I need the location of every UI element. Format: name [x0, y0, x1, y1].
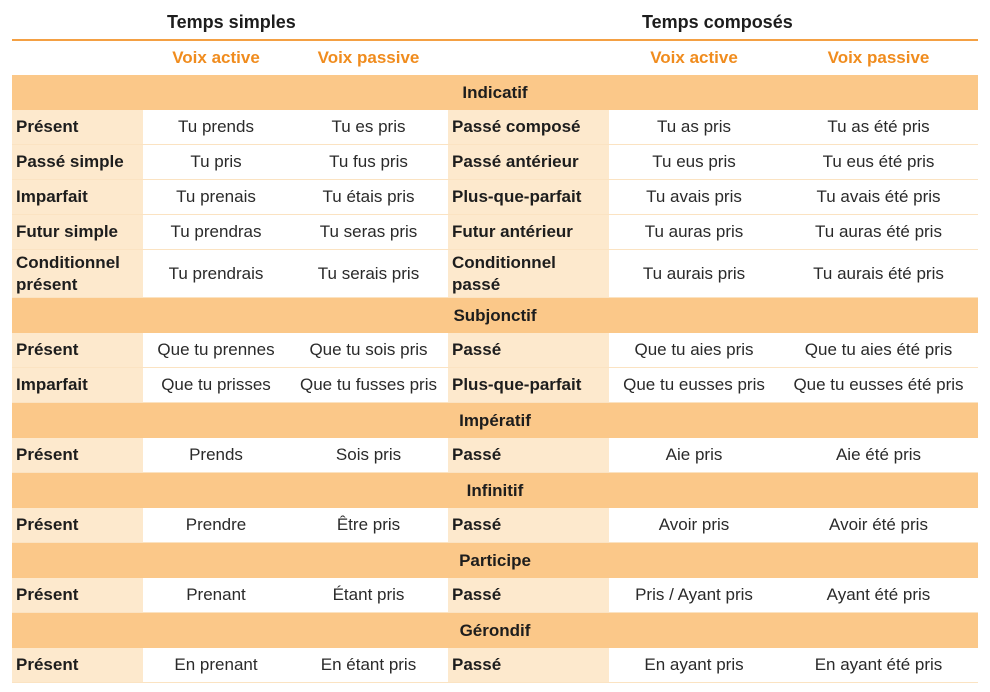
voice-header-simple-active: Voix active [172, 48, 260, 67]
mood-row-infinitif [12, 473, 978, 508]
voice-header-compound-passive: Voix passive [827, 48, 930, 67]
table-row [12, 438, 978, 473]
form-cell: En prenant [143, 648, 289, 683]
tense-label: Imparfait [12, 368, 143, 403]
mood-row-imperatif [12, 403, 978, 438]
group-header-row [12, 0, 978, 41]
form-cell: Aie été pris [779, 438, 978, 473]
form-cell: Être pris [289, 508, 448, 543]
form-cell: Tu pris [143, 145, 289, 180]
tense-label: Passé antérieur [448, 145, 609, 180]
form-cell: Que tu eusses pris [609, 368, 779, 403]
form-cell: Tu as été pris [779, 110, 978, 145]
form-cell: Prends [143, 438, 289, 473]
form-cell: Que tu prisses [143, 368, 289, 403]
form-cell: Tu aurais été pris [779, 250, 978, 298]
form-cell: Tu es pris [289, 110, 448, 145]
mood-row-subjonctif [12, 298, 978, 333]
table-row [12, 180, 978, 215]
form-cell: Que tu prennes [143, 333, 289, 368]
form-cell: Ayant été pris [779, 578, 978, 613]
empty-cell [12, 41, 143, 75]
form-cell: Tu aurais pris [609, 250, 779, 298]
form-cell: Tu auras pris [609, 215, 779, 250]
mood-row-gerondif [12, 613, 978, 648]
empty-cell [448, 41, 609, 75]
tense-label-line: Conditionnel [452, 252, 556, 272]
form-cell: Tu auras été pris [779, 215, 978, 250]
tense-label: Présent [12, 110, 143, 145]
form-cell: Tu avais pris [609, 180, 779, 215]
tense-label: Passé [448, 648, 609, 683]
tense-label-line: Conditionnel [16, 252, 120, 272]
conjugation-table [12, 41, 978, 683]
mood-title: Subjonctif [12, 298, 978, 333]
table-row [12, 578, 978, 613]
form-cell: Tu as pris [609, 110, 779, 145]
form-cell: Tu avais été pris [779, 180, 978, 215]
table-row [12, 508, 978, 543]
form-cell: En ayant été pris [779, 648, 978, 683]
mood-title: Indicatif [12, 75, 978, 110]
form-cell: Que tu sois pris [289, 333, 448, 368]
table-row [12, 250, 978, 298]
tense-label: Plus-que-parfait [448, 368, 609, 403]
group-title-compound: Temps composés [642, 12, 793, 32]
tense-label: Présent [12, 333, 143, 368]
tense-label: Présent [12, 648, 143, 683]
form-cell: En ayant pris [609, 648, 779, 683]
mood-title: Participe [12, 543, 978, 578]
table-row [12, 368, 978, 403]
tense-label: Futur simple [12, 215, 143, 250]
tense-label: Plus-que-parfait [448, 180, 609, 215]
mood-title: Impératif [12, 403, 978, 438]
tense-label: Passé [448, 438, 609, 473]
form-cell: Avoir pris [609, 508, 779, 543]
tense-label: Passé [448, 333, 609, 368]
tense-label: Passé [448, 578, 609, 613]
form-cell: Tu eus été pris [779, 145, 978, 180]
table-row [12, 648, 978, 683]
tense-label-line: passé [452, 274, 501, 294]
form-cell: Sois pris [289, 438, 448, 473]
voice-header-row [12, 41, 978, 75]
form-cell: Que tu aies pris [609, 333, 779, 368]
table-row [12, 215, 978, 250]
tense-label: Imparfait [12, 180, 143, 215]
table-row [12, 110, 978, 145]
tense-label [448, 250, 609, 298]
group-title-simple: Temps simples [167, 12, 296, 32]
form-cell: Tu seras pris [289, 215, 448, 250]
form-cell: Avoir été pris [779, 508, 978, 543]
form-cell: Prendre [143, 508, 289, 543]
tense-label: Passé composé [448, 110, 609, 145]
form-cell: Tu prenais [143, 180, 289, 215]
table-row [12, 145, 978, 180]
form-cell: Tu étais pris [289, 180, 448, 215]
mood-title: Gérondif [12, 613, 978, 648]
tense-label: Passé simple [12, 145, 143, 180]
form-cell: Que tu eusses été pris [779, 368, 978, 403]
tense-label: Passé [448, 508, 609, 543]
form-cell: Tu serais pris [289, 250, 448, 298]
tense-label: Présent [12, 508, 143, 543]
form-cell: Aie pris [609, 438, 779, 473]
tense-label: Présent [12, 578, 143, 613]
form-cell: Tu eus pris [609, 145, 779, 180]
form-cell: Étant pris [289, 578, 448, 613]
form-cell: Tu prends [143, 110, 289, 145]
form-cell: Tu fus pris [289, 145, 448, 180]
form-cell: Prenant [143, 578, 289, 613]
form-cell: En étant pris [289, 648, 448, 683]
voice-header-simple-passive: Voix passive [317, 48, 420, 67]
mood-row-participe [12, 543, 978, 578]
tense-label: Présent [12, 438, 143, 473]
voice-header-compound-active: Voix active [650, 48, 738, 67]
form-cell: Tu prendras [143, 215, 289, 250]
mood-row-indicatif [12, 75, 978, 110]
table-row [12, 333, 978, 368]
tense-label [12, 250, 143, 298]
form-cell: Que tu fusses pris [289, 368, 448, 403]
tense-label-line: présent [16, 274, 78, 294]
tense-label: Futur antérieur [448, 215, 609, 250]
form-cell: Tu prendrais [143, 250, 289, 298]
form-cell: Que tu aies été pris [779, 333, 978, 368]
mood-title: Infinitif [12, 473, 978, 508]
form-cell: Pris / Ayant pris [609, 578, 779, 613]
